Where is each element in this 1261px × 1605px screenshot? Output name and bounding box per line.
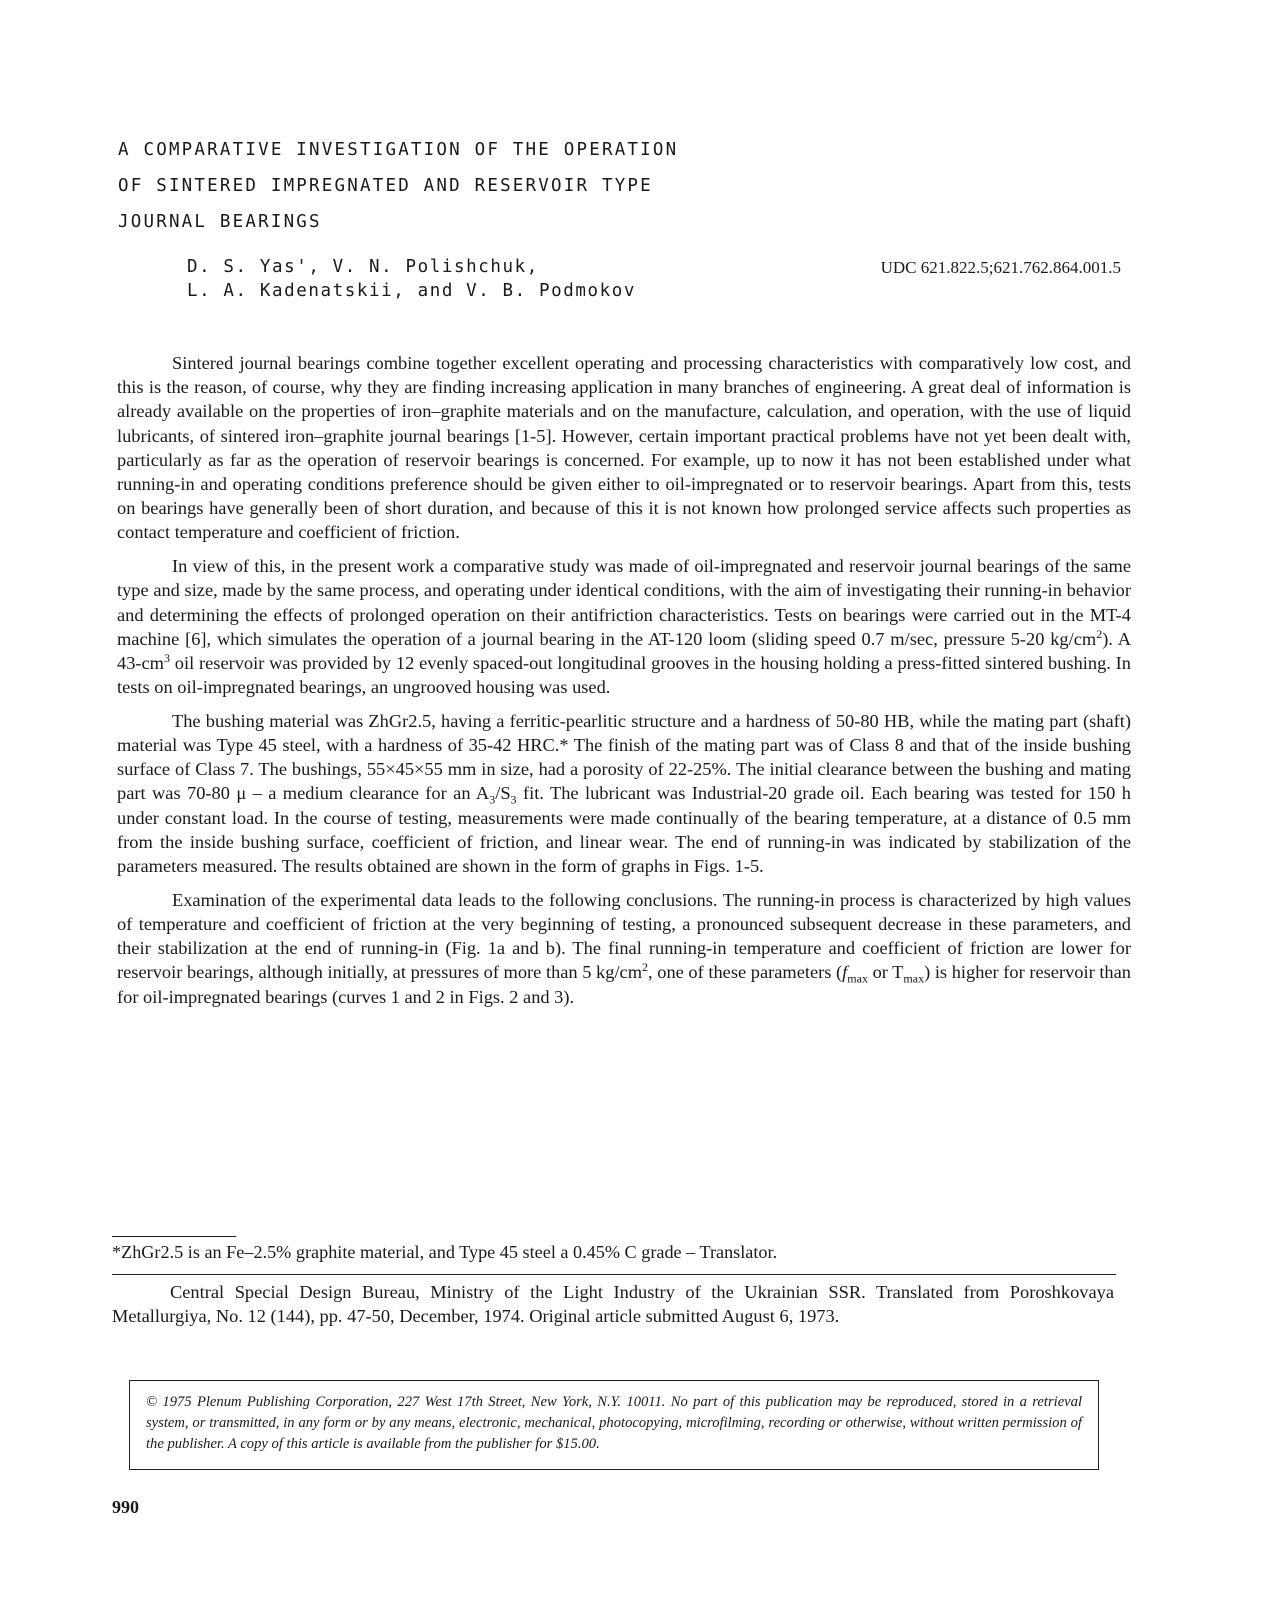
subscript-max-f: max [847, 972, 868, 987]
authors-line-1: D. S. Yas', V. N. Polishchuk, [187, 257, 539, 277]
author-list [187, 255, 636, 303]
paragraph-3 [117, 709, 1131, 878]
title-line-3: JOURNAL BEARINGS [118, 212, 322, 232]
subscript-3-a: 3 [489, 793, 496, 808]
paragraph-4 [117, 888, 1131, 1009]
paragraph-4-text-b: , one of these parameters ( [648, 962, 843, 983]
title-line-1: A COMPARATIVE INVESTIGATION OF THE OPERATION [118, 140, 679, 160]
affiliation-note [112, 1280, 1114, 1328]
title-line-2: OF SINTERED IMPREGNATED AND RESERVOIR TYPE [118, 176, 653, 196]
paragraph-4-text-a: Examination of the experimental data leads to the following conclusions. The running-in process is characterized by high values of temperature and coefficient of friction at the very beginning of testing, a pronounced subsequent decrease in these parameters, and their stabilization at the end of running-in (Fig. 1a and b). The final running-in temperature and coefficient of friction are lower for reservoir bearings, although initially, at pressures of more than 5 kg/cm [117, 889, 1131, 983]
superscript-2-b: 2 [642, 960, 649, 975]
affiliation-divider [112, 1274, 1116, 1275]
paragraph-2-text-b: ). A 43-cm [117, 628, 1131, 673]
superscript-2: 2 [1096, 626, 1103, 641]
subscript-max-t: max [903, 972, 925, 987]
copyright-box [129, 1380, 1099, 1470]
paragraph-2-text-a: In view of this, in the present work a comparative study was made of oil-impregnated and reservoir journal bearings of the same type and size, made by the same process, and operating under identical conditions, with the aim of investigating their running-in behavior and determining the effects of prolonged operation on their antifriction characteristics. Tests on bearings were carried out in the MT-4 machine [6], which simulates the operation of a journal bearing in the AT-120 loom (sliding speed 0.7 m/sec, pressure 5-20 kg/cm [117, 556, 1131, 649]
f-symbol: f [842, 962, 848, 983]
udc-code: UDC 621.822.5;621.762.864.001.5 [880, 258, 1121, 277]
paragraph-1: Sintered journal bearings combine together excellent operating and processing characteristics with comparatively low cost, and this is the reason, of course, why they are finding increasing application in many branches of engineering. A great deal of information is already available on the properties of iron–graphite materials and on the manufacture, calculation, and operation, with the use of liquid lubricants, of sintered iron–graphite journal bearings [1-5]. However, certain important practical problems have not yet been dealt with, particularly as far as the operation of reservoir bearings is concerned. For example, up to now it has not been established under what running-in and operating conditions preference should be given either to oil-impregnated or to reservoir bearings. Apart from this, tests on bearings have generally been of short duration, and because of this it is not known how prolonged service affects such properties as contact temperature and coefficient of friction. [117, 353, 1131, 543]
paragraph-4-text-d: ) is higher for reservoir than for oil-impregnated bearings (curves 1 and 2 in Figs. 2 and 3). [117, 962, 1131, 1007]
paragraph-2 [117, 554, 1131, 699]
translator-footnote: *ZhGr2.5 is an Fe–2.5% graphite material, and Type 45 steel a 0.45% C grade – Translator. [112, 1242, 778, 1262]
authors-line-2: L. A. Kadenatskii, and V. B. Podmokov [187, 281, 637, 301]
article-body [117, 351, 1131, 1018]
paragraph-4-text-c: or T [867, 962, 904, 983]
page-number: 990 [112, 1497, 139, 1517]
copyright-text: © 1975 Plenum Publishing Corporation, 227 West 17th Street, New York, N.Y. 10011. No part of this publication may be reproduced, stored in a retrieval system, or transmitted, in any form or by any means, electronic, mechanical, photocopying, microfilming, recording or otherwise, without written permission of the publisher. A copy of this article is available from the publisher for $15.00. [146, 1394, 1082, 1452]
paragraph-3-text-c: fit. The lubricant was Industrial-20 grade oil. Each bearing was tested for 150 h under constant load. In the course of testing, measurements were made continually of the bearing temperature, at a distance of 0.5 mm from the inside bushing surface, coefficient of friction, and linear wear. The end of running-in was indicated by stabilization of the parameters measured. The results obtained are shown in the form of graphs in Figs. 1-5. [117, 783, 1131, 877]
paragraph-3-text-a: The bushing material was ZhGr2.5, having a ferritic-pearlitic structure and a hardness of 50-80 HB, while the mating part (shaft) material was Type 45 steel, with a hardness of 35-42 HRC.* The finish of the mating part was of Class 8 and that of the inside bushing surface of Class 7. The bushings, 55×45×55 mm in size, had a porosity of 22-25%. The initial clearance between the bushing and mating part was 70-80 μ – a medium clearance for an A [117, 710, 1131, 804]
footnote-divider [112, 1236, 236, 1237]
superscript-3: 3 [163, 650, 170, 665]
paragraph-2-text-c: oil reservoir was provided by 12 evenly spaced-out longitudinal grooves in the housing holding a press-fitted sintered bushing. In tests on oil-impregnated bearings, an ungrooved housing was used. [117, 652, 1131, 698]
paragraph-3-text-b: /S [495, 783, 511, 804]
article-title [118, 132, 678, 240]
subscript-3-s: 3 [510, 793, 517, 808]
affiliation-text: Central Special Design Bureau, Ministry of the Light Industry of the Ukrainian SSR. Translated from Poroshkovaya Metallurgiya, No. 12 (144), pp. 47-50, December, 1974. Original article submitted August 6, 1973. [112, 1282, 1114, 1326]
